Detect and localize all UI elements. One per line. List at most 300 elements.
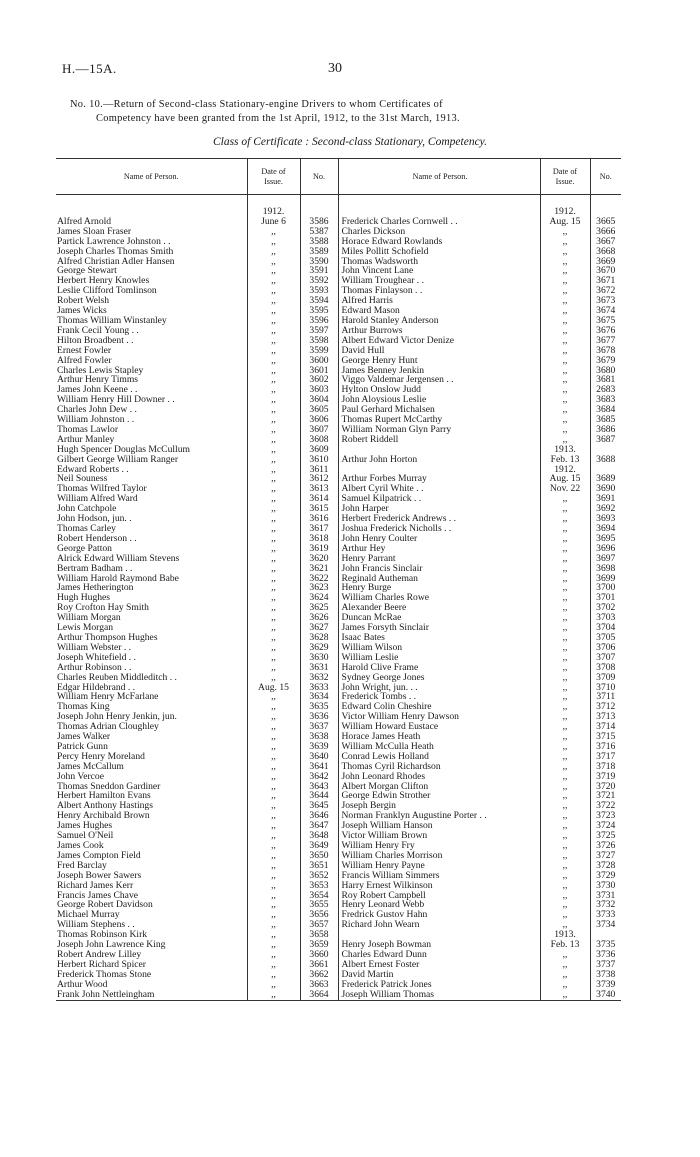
certificate-number: 3729 xyxy=(590,871,621,881)
person-name: Robert Andrew Lilley xyxy=(57,949,142,960)
certificate-number: 3739 xyxy=(590,980,621,990)
issue-date: ,, xyxy=(247,712,300,722)
issue-date: ,, xyxy=(247,722,300,732)
certificate-number: 3726 xyxy=(590,841,621,851)
certificate-number: 3718 xyxy=(590,762,621,772)
certificate-number: 3692 xyxy=(590,504,621,514)
person-name: Alfred Arnold xyxy=(57,216,112,227)
certificate-number: 5387 xyxy=(300,227,338,237)
person-name: William Morgan xyxy=(57,613,121,624)
person-name: Edward Mason xyxy=(338,306,540,316)
certificate-number: 3688 xyxy=(590,455,621,465)
certificate-number: 2683 xyxy=(590,385,621,395)
issue-date: ,, xyxy=(540,692,590,702)
issue-date: ,, xyxy=(247,603,300,613)
issue-date: ,, xyxy=(540,346,590,356)
certificate-number: 3620 xyxy=(300,554,338,564)
table-row xyxy=(56,405,621,415)
table-row xyxy=(56,712,621,722)
issue-date: ,, xyxy=(247,663,300,673)
person-name xyxy=(338,930,540,940)
certificate-number: 3668 xyxy=(590,247,621,257)
issue-date: ,, xyxy=(540,247,590,257)
person-name: John Wright, jun. . . xyxy=(338,683,540,693)
certificate-number: 3635 xyxy=(300,702,338,712)
person-name: Horace James Heath xyxy=(338,732,540,742)
certificate-number: 3733 xyxy=(590,910,621,920)
certificate-number: 3607 xyxy=(300,425,338,435)
issue-date: ,, xyxy=(247,920,300,930)
person-name: Thomas Sneddon Gardiner xyxy=(57,781,161,792)
certificate-number: 3639 xyxy=(300,742,338,752)
person-name: Neil Souness xyxy=(57,474,108,485)
issue-date: ,, xyxy=(540,415,590,425)
table-row xyxy=(56,861,621,871)
issue-date: ,, xyxy=(540,544,590,554)
issue-date: ,, xyxy=(540,920,590,930)
issue-date: ,, xyxy=(540,762,590,772)
person-name: James Hetherington xyxy=(57,583,134,594)
table-row xyxy=(56,554,621,564)
table-row xyxy=(56,673,621,683)
certificate-number: 3677 xyxy=(590,336,621,346)
table-row xyxy=(56,722,621,732)
person-name: Robert Riddell xyxy=(338,435,540,445)
table-row xyxy=(56,920,621,930)
person-name: Hilton Broadbent . . xyxy=(57,335,134,346)
person-name: Michael Murray xyxy=(57,910,120,921)
person-name: Arthur John Horton xyxy=(338,455,540,465)
certificate-number: 3705 xyxy=(590,633,621,643)
person-name: Roy Crofton Hay Smith xyxy=(57,603,149,614)
table-row xyxy=(56,990,621,1000)
issue-date: ,, xyxy=(247,791,300,801)
certificate-number: 3724 xyxy=(590,821,621,831)
person-name: John Henry Coulter xyxy=(338,534,540,544)
person-name: Joseph Charles Thomas Smith xyxy=(57,246,174,257)
table-row xyxy=(56,702,621,712)
issue-date: ,, xyxy=(540,257,590,267)
person-name: George Henry Hunt xyxy=(338,356,540,366)
issue-date: ,, xyxy=(247,484,300,494)
certificate-number: 3636 xyxy=(300,712,338,722)
person-name: Hugh Hughes xyxy=(57,593,111,604)
certificate-number: 3592 xyxy=(300,276,338,286)
table-row xyxy=(56,356,621,366)
issue-date: ,, xyxy=(540,910,590,920)
table-row xyxy=(56,346,621,356)
table-row xyxy=(56,910,621,920)
issue-date: ,, xyxy=(540,326,590,336)
certificate-number: 3723 xyxy=(590,811,621,821)
table-row xyxy=(56,455,621,465)
issue-date: ,, xyxy=(540,395,590,405)
person-name: William Henry McFarlane xyxy=(57,692,159,703)
certificate-number: 3642 xyxy=(300,772,338,782)
certificate-number: 3662 xyxy=(300,970,338,980)
issue-date: ,, xyxy=(540,574,590,584)
certificate-number: 3720 xyxy=(590,782,621,792)
table-row xyxy=(56,227,621,237)
certificate-number: 3728 xyxy=(590,861,621,871)
issue-date: ,, xyxy=(247,762,300,772)
issue-date: ,, xyxy=(247,940,300,950)
table-row xyxy=(56,663,621,673)
certificate-number: 3660 xyxy=(300,950,338,960)
person-name: Frank Cecil Young . . xyxy=(57,325,139,336)
person-name: Thomas William Winstanley xyxy=(57,315,167,326)
certificate-number: 3653 xyxy=(300,881,338,891)
certificate-number: 3628 xyxy=(300,633,338,643)
certificate-number: 3594 xyxy=(300,296,338,306)
certificate-number: 3738 xyxy=(590,970,621,980)
person-name: Viggo Valdemar Jergensen . . xyxy=(338,375,540,385)
issue-date: ,, xyxy=(540,514,590,524)
table-row xyxy=(56,653,621,663)
issue-date: ,, xyxy=(247,554,300,564)
issue-date: ,, xyxy=(247,356,300,366)
issue-date: ,, xyxy=(247,524,300,534)
issue-date: ,, xyxy=(247,861,300,871)
issue-date: ,, xyxy=(540,663,590,673)
table-row xyxy=(56,534,621,544)
name-column-header: Name of Person. xyxy=(338,159,540,195)
issue-date: ,, xyxy=(247,910,300,920)
issue-date: ,, xyxy=(247,514,300,524)
issue-date: ,, xyxy=(247,851,300,861)
person-name: John Harper xyxy=(338,504,540,514)
certificate-number: 3690 xyxy=(590,484,621,494)
certificate-number: 3646 xyxy=(300,811,338,821)
person-name: Albert Edward Victor Denize xyxy=(338,336,540,346)
table-row xyxy=(56,425,621,435)
certificate-number: 3686 xyxy=(590,425,621,435)
certificate-number: 3716 xyxy=(590,742,621,752)
certificate-number xyxy=(590,465,621,475)
issue-date: ,, xyxy=(247,811,300,821)
issue-date: ,, xyxy=(540,425,590,435)
certificate-number: 3625 xyxy=(300,603,338,613)
person-name: Joseph John Lawrence King xyxy=(57,940,166,950)
certificate-number: 3593 xyxy=(300,286,338,296)
certificate-number: 3706 xyxy=(590,643,621,653)
issue-date: ,, xyxy=(247,960,300,970)
person-name: Frederick Tombs . . xyxy=(338,692,540,702)
person-name: Percy Henry Moreland xyxy=(57,751,145,762)
issue-date: ,, xyxy=(247,692,300,702)
certificate-number: 3740 xyxy=(590,990,621,1000)
person-name: Herbert Frederick Andrews . . xyxy=(338,514,540,524)
certificate-number: 3709 xyxy=(590,673,621,683)
issue-date: ,, xyxy=(540,980,590,990)
table-row xyxy=(56,791,621,801)
person-name: William Leslie xyxy=(338,653,540,663)
person-name: George Patton xyxy=(57,543,112,554)
person-name: Patrick Gunn xyxy=(57,741,108,752)
person-name: William Norman Glyn Parry xyxy=(338,425,540,435)
table-row xyxy=(56,336,621,346)
certificate-number: 3623 xyxy=(300,583,338,593)
certificate-number: 3627 xyxy=(300,623,338,633)
issue-date: ,, xyxy=(247,950,300,960)
person-name: Charles Reuben Middleditch . . xyxy=(57,672,177,683)
certificate-number xyxy=(590,207,621,217)
certificate-number: 3671 xyxy=(590,276,621,286)
issue-date: ,, xyxy=(247,980,300,990)
issue-date: ,, xyxy=(540,564,590,574)
certificate-class: Class of Certificate : Second-class Stationary, Competency. xyxy=(212,136,488,148)
certificate-number: 3732 xyxy=(590,900,621,910)
certificate-number: 3654 xyxy=(300,891,338,901)
issue-date: 1912. xyxy=(540,465,590,475)
certificate-number: 3590 xyxy=(300,257,338,267)
table-row xyxy=(56,514,621,524)
certificate-number: 3588 xyxy=(300,237,338,247)
person-name: William McCulla Heath xyxy=(338,742,540,752)
person-name: Arthur Manley xyxy=(57,434,115,445)
issue-date: ,, xyxy=(247,544,300,554)
table-row xyxy=(56,801,621,811)
person-name: Joseph Bergin xyxy=(338,801,540,811)
issue-date: 1912. xyxy=(247,207,300,217)
table-row xyxy=(56,871,621,881)
certificate-number: 3697 xyxy=(590,554,621,564)
certificate-number: 3700 xyxy=(590,583,621,593)
table-row xyxy=(56,524,621,534)
table-row xyxy=(56,583,621,593)
issue-date: ,, xyxy=(540,375,590,385)
table-row xyxy=(56,603,621,613)
person-name: George Stewart xyxy=(57,266,117,277)
certificate-number: 3602 xyxy=(300,375,338,385)
issue-date: ,, xyxy=(247,455,300,465)
certificate-number: 3596 xyxy=(300,316,338,326)
issue-date: ,, xyxy=(540,336,590,346)
issue-date: ,, xyxy=(540,871,590,881)
person-name: Arthur Robinson . . xyxy=(57,662,132,673)
issue-date: ,, xyxy=(540,732,590,742)
person-name: Joseph William Hanson xyxy=(338,821,540,831)
issue-date: ,, xyxy=(540,286,590,296)
issue-date: ,, xyxy=(540,811,590,821)
issue-date: ,, xyxy=(247,474,300,484)
table-row xyxy=(56,504,621,514)
certificate-number: 3727 xyxy=(590,851,621,861)
issue-date: ,, xyxy=(247,742,300,752)
person-name: James Compton Field xyxy=(57,850,141,861)
person-name: Arthur Forbes Murray xyxy=(338,474,540,484)
issue-date: ,, xyxy=(247,900,300,910)
certificate-number: 3605 xyxy=(300,405,338,415)
certificate-number: 3670 xyxy=(590,266,621,276)
person-name: Harold Clive Frame xyxy=(338,663,540,673)
issue-date: ,, xyxy=(540,633,590,643)
table-row xyxy=(56,643,621,653)
person-name: Norman Franklyn Augustine Porter . . xyxy=(338,811,540,821)
issue-date: ,, xyxy=(540,583,590,593)
issue-date: ,, xyxy=(247,871,300,881)
issue-date: Aug. 15 xyxy=(540,217,590,227)
person-name: Albert Cyril White . . xyxy=(338,484,540,494)
table-row xyxy=(56,762,621,772)
table-row xyxy=(56,841,621,851)
certificate-number: 3673 xyxy=(590,296,621,306)
person-name: George Edwin Strother xyxy=(338,791,540,801)
table-row xyxy=(56,306,621,316)
table-row xyxy=(56,296,621,306)
table-row xyxy=(56,395,621,405)
person-name: Fred Barclay xyxy=(57,860,107,871)
person-name: Thomas Lawlor xyxy=(57,424,119,435)
return-title xyxy=(70,98,640,126)
issue-date: ,, xyxy=(247,296,300,306)
issue-date: ,, xyxy=(540,613,590,623)
person-name: William Henry Payne xyxy=(338,861,540,871)
issue-date: ,, xyxy=(540,405,590,415)
issue-date: ,, xyxy=(540,782,590,792)
issue-date: ,, xyxy=(247,583,300,593)
certificate-number: 3655 xyxy=(300,900,338,910)
certificate-number: 3622 xyxy=(300,574,338,584)
person-name: Albert Anthony Hastings xyxy=(57,801,153,812)
table-row xyxy=(56,732,621,742)
certificate-number: 3659 xyxy=(300,940,338,950)
certificate-number: 3695 xyxy=(590,534,621,544)
issue-date: ,, xyxy=(247,881,300,891)
certificate-number: 3693 xyxy=(590,514,621,524)
person-name: Arthur Henry Timms xyxy=(57,375,139,386)
certificate-number: 3614 xyxy=(300,494,338,504)
person-name: Arthur Hey xyxy=(338,544,540,554)
certificate-number: 3669 xyxy=(590,257,621,267)
person-name: Hylton Onslow Judd xyxy=(338,385,540,395)
certificate-number: 3685 xyxy=(590,415,621,425)
person-name: Henry Burge xyxy=(338,583,540,593)
person-name: Victor William Brown xyxy=(338,831,540,841)
person-name: Charles Edward Dunn xyxy=(338,950,540,960)
page-number: 30 xyxy=(328,61,342,76)
table-row xyxy=(56,752,621,762)
table-row xyxy=(56,435,621,445)
table-row xyxy=(56,494,621,504)
register-body xyxy=(56,195,621,1001)
issue-date: 1913. xyxy=(540,930,590,940)
issue-date: 1912. xyxy=(540,207,590,217)
certificate-number: 3656 xyxy=(300,910,338,920)
date-column-header: Date of Issue. xyxy=(540,159,590,195)
person-name: Albert Ernest Foster xyxy=(338,960,540,970)
title-line-1: No. 10.—Return of Second-class Stationary-engine Drivers to whom Certificates of xyxy=(70,99,443,110)
certificate-number: 3641 xyxy=(300,762,338,772)
certificate-number: 3638 xyxy=(300,732,338,742)
table-row xyxy=(56,900,621,910)
table-row xyxy=(56,465,621,475)
certificate-number: 3681 xyxy=(590,375,621,385)
certificate-number: 3714 xyxy=(590,722,621,732)
issue-date: ,, xyxy=(540,237,590,247)
certificate-number: 3644 xyxy=(300,791,338,801)
table-row xyxy=(56,742,621,752)
issue-date: ,, xyxy=(540,524,590,534)
issue-date: ,, xyxy=(540,742,590,752)
certificate-number: 3667 xyxy=(590,237,621,247)
table-row xyxy=(56,831,621,841)
certificate-number: 3694 xyxy=(590,524,621,534)
issue-date: ,, xyxy=(540,683,590,693)
table-row xyxy=(56,247,621,257)
table-row xyxy=(56,564,621,574)
certificate-number: 3701 xyxy=(590,593,621,603)
person-name: Thomas Rupert McCarthy xyxy=(338,415,540,425)
issue-date: ,, xyxy=(540,306,590,316)
table-row xyxy=(56,821,621,831)
certificate-number: 3595 xyxy=(300,306,338,316)
person-name xyxy=(338,207,540,217)
issue-date: ,, xyxy=(247,821,300,831)
person-name: David Martin xyxy=(338,970,540,980)
certificate-number: 3711 xyxy=(590,692,621,702)
issue-date: ,, xyxy=(247,425,300,435)
certificate-number: 3615 xyxy=(300,504,338,514)
issue-date: ,, xyxy=(540,831,590,841)
person-name: Victor William Henry Dawson xyxy=(338,712,540,722)
person-name: Edgar Hildebrand . . xyxy=(57,682,136,693)
certificate-number: 3708 xyxy=(590,663,621,673)
certificate-number: 3672 xyxy=(590,286,621,296)
issue-date: June 6 xyxy=(247,217,300,227)
person-name: William Alfred Ward xyxy=(57,494,138,505)
person-name: Thomas Adrian Cloughley xyxy=(57,722,159,733)
certificate-number: 3710 xyxy=(590,683,621,693)
certificate-number: 3650 xyxy=(300,851,338,861)
certificate-number: 3734 xyxy=(590,920,621,930)
issue-date: ,, xyxy=(247,405,300,415)
certificate-number: 3608 xyxy=(300,435,338,445)
table-row xyxy=(56,266,621,276)
person-name: James Hughes xyxy=(57,821,113,832)
issue-date: ,, xyxy=(247,772,300,782)
person-name: James John Keene . . xyxy=(57,385,138,396)
certificate-number: 3610 xyxy=(300,455,338,465)
table-row xyxy=(56,623,621,633)
table-row xyxy=(56,385,621,395)
number-column-header: No. xyxy=(590,159,621,195)
issue-date: Feb. 13 xyxy=(540,455,590,465)
issue-date: ,, xyxy=(247,375,300,385)
certificate-number: 3626 xyxy=(300,613,338,623)
certificate-number: 3647 xyxy=(300,821,338,831)
issue-date: ,, xyxy=(247,257,300,267)
certificate-number: 3735 xyxy=(590,940,621,950)
issue-date: ,, xyxy=(247,593,300,603)
person-name: Sydney George Jones xyxy=(338,673,540,683)
issue-date: ,, xyxy=(540,603,590,613)
issue-date: ,, xyxy=(540,881,590,891)
issue-date: ,, xyxy=(247,415,300,425)
certificate-number: 3663 xyxy=(300,980,338,990)
person-name: Miles Pollitt Schofield xyxy=(338,247,540,257)
certificate-number: 3691 xyxy=(590,494,621,504)
certificate-number: 3731 xyxy=(590,891,621,901)
table-row xyxy=(56,950,621,960)
person-name: Leslie Clifford Tomlinson xyxy=(57,286,157,297)
table-row xyxy=(56,613,621,623)
certificate-number: 3707 xyxy=(590,653,621,663)
person-name: Reginald Autheman xyxy=(338,574,540,584)
person-name: Alfred Christian Adler Hansen xyxy=(57,256,175,267)
table-row xyxy=(56,544,621,554)
issue-date: ,, xyxy=(247,465,300,475)
